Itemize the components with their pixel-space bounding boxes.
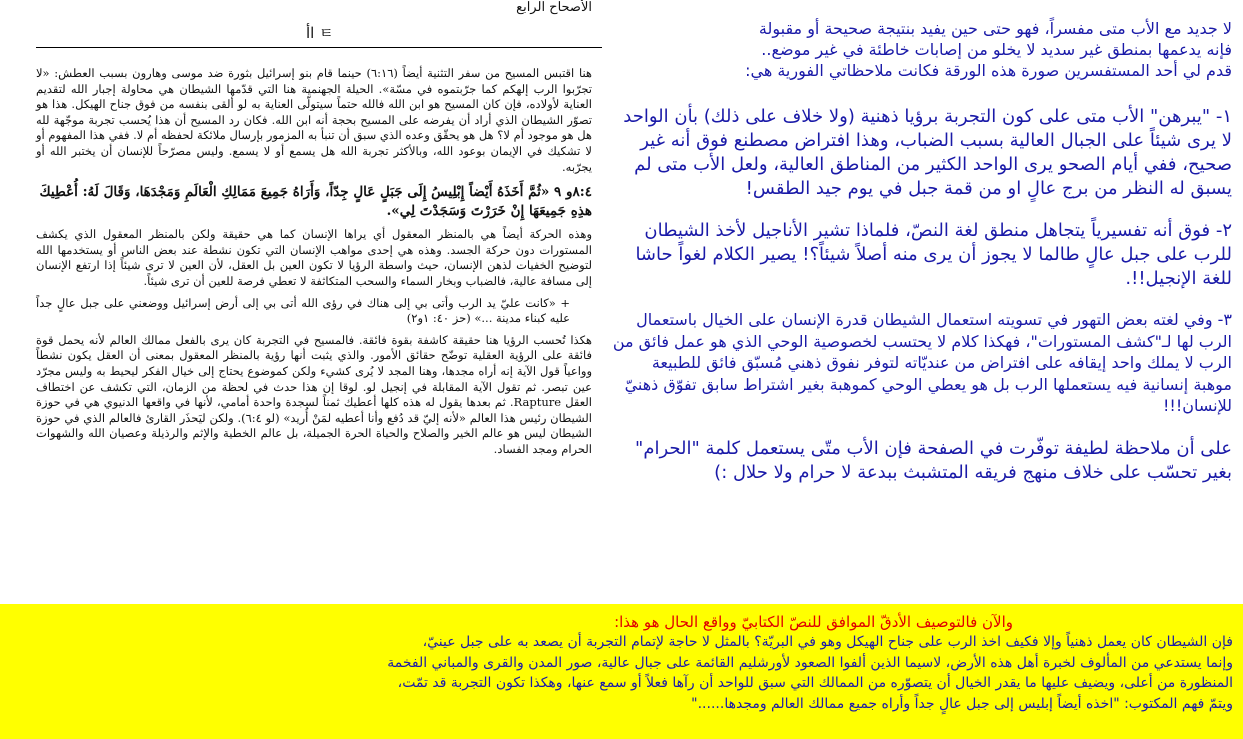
note-point-1: ١- "يبرهن" الأب متى على كون التجربة برؤيا ذهنية (ولا خلاف على ذلك) بأن الواحد لا يرى شيئاً على الجبال العالية بسبب الضباب، وهذا افتراض مصطنع فوق أنه غير صحيح، ففي أيام الصحو يرى الواحد الكثير من المناطق العالية، ولعل الأب متى لم يسبق له النظر من برج عالٍ او من قمة جبل في يوم جيد الطقس!: [623, 106, 1232, 199]
note-point-3: ٣- وفي لغته بعض التهور في تسويته استعمال الشيطان قدرة الإنسان على الخيال باستعمال الرب لها لـ"كشف المستورات"، فهكذا كلام لا يحتسب لخصوصية الوحي الذي هو عمل فائق من الرب لا يملك واحد إيقافه على افتراض من عنديّاته لتوفر نفوق ذهني مُسبّق فائق للطبيعة موهبة إنسانية فيه يستعملها الرب بل هو يعطي الوحي كموهبة بغير اشتراط سابق تفوّق ذهنيّ للإنسان!!!: [612, 310, 1232, 415]
book-paragraph-1: هنا اقتبس المسيح من سفر التثنية أيضاً (٦:١٦) حينما قام بنو إسرائيل بثورة ضد موسى وهارون بسبب العطش: «لا تجرّبوا الرب إلهكم كما جرّبتموه في مسّة». الحيلة الجهنمية هنا التي قدّمها الشيطان هي محاولة إجبار الله لتقديم العناية لأولاده، فإن كان المسيح هو ابن الله فالله حتماً سيتولّى العناية به لو ألقى بنفسه من فوق جناح الهيكل. هذا هو تصوّر الشيطان الذي أراد أن يفرضه على المسيح بحجة أنه ابن الله. فكان رد المسيح أن هذا يُحسب تجربة موجّهة لله هل هو موجود أم لا؟ هل هو يحقّق وعده الذي سبق أن تنبأ به المزمور بإرسال ملائكة لحفظه أم لا. ففي هذا المفهوم أو لا تشكيك في الإيمان بوعود الله، وبالأكثر تجربة الله هل يسمع أو لا يسمع. وليس مصرّحاً للإنسان أن يختبر الله أو يجرّبه.: [36, 66, 592, 174]
note-point-2: ٢- فوق أنه تفسيرياً يتجاهل منطق لغة النصّ، فلماذا تشير الأناجيل لأخذ الشيطان للرب على جبل عالٍ طالما لا يجوز أن يرى منه أصلاً شيئاً؟! يصير الكلام لغواً حاشا للغة الإنجيل!!.: [635, 220, 1232, 289]
conclusion-heading: والآن فالتوصيف الأدقّ الموافق للنصّ الكتابيّ وواقع الحال هو هذا:: [614, 613, 1013, 631]
book-paragraph-3: هكذا تُحسب الرؤيا هنا حقيقة كاشفة بقوة فائقة. فالمسيح في التجربة كان يرى بالفعل ممالك العالم لأنه يحمل قوة فائقة على الرؤية العقلية توضّح حقائق الأمور. والذي يثبت أنها رؤية بالمنظر المعقول بمعنى أن العقل يكون نشطاً وواعياً قول الآية إنه أراه مجدها، وهنا المجد لا يُرى كشيء ولكن كموضوع يحتاج إلى خيال الفكر ليحيط به وليس مجرّد عين تبصر. ثم تقول الآية المقابلة في إنجيل لو. لوقا إن هذا حدث في لحظة من الزمان، التي تكشف عن اختطاف العقل Rapture. ثم بعدها يقول له هذه كلها أعطيك ثمناً لسجدة واحدة أمامي، لأنها في واقعها الدنيوي هي في حوزة الشيطان رئيس هذا العالم «لأنه إليّ قد دُفع وأنا أعطيه لمَنْ أُريد» (لو ٦:٤). ولكن ليَحذَر القارئ فالعالم الذي في حوزة الشيطان ليس هو عالم الخير والصلاح والحياة الحرة الجميلة، بل عالم الخطية والإثم والرذيلة وعصيان الله والشهوات الحرام ومجد الفساد.: [36, 332, 592, 456]
page-title: ㅌ اأ: [306, 24, 334, 42]
book-text: [36, 66, 592, 463]
scanned-book-page: [36, 0, 602, 600]
chapter-header: الأصحاح الرابع: [516, 0, 592, 15]
book-quote: + «كانت عليّ يد الرب وأتى بي إلى هناك في رؤى الله أتى بي إلى أرض إسرائيل ووضعني على جبل عالٍ جداً عليه كبناء مدينة ...» (حز ٤٠: ١و٢): [36, 295, 570, 326]
conclusion-line: وإنما يستدعي من المألوف لخبرة أهل هذه الأرض، لاسيما الذين ألفوا الصعود لأورشليم القائمة على جبال عالية، صور المدن والقرى والمباني الفخمة: [387, 654, 1233, 671]
conclusion-line: فإن الشيطان كان يعمل ذهنياً وإلا فكيف اخذ الرب على جناح الهيكل وهو في البريّة؟ بالمثل لا حاجة لإتمام التجربة أن يصعد به على جبل عينيّ،: [422, 634, 1233, 650]
conclusion-line: المنظورة من أعلى، ويضيف عليها ما يقدر الخيال أن يتصوّره من الممالك التي سبق للواحد أن رآها فعلاً أو سمع عنها، وهكذا تكون التجربة قد تمّت،: [397, 675, 1233, 691]
intro-line: لا جديد مع الأب متى مفسراً، فهو حتى حين يفيد بنتيجة صحيحة أو مقبولة: [758, 19, 1232, 38]
conclusion-banner: [0, 604, 1243, 739]
header-divider: [36, 47, 602, 48]
book-paragraph-2: وهذه الحركة أيضاً هي بالمنظر المعقول أي يراها الإنسان كما هي حقيقة ولكن بالمنظر المعقول الذي يكشف المستورات دون حركة الجسد. وهذه هي إحدى مواهب الإنسان التي تكون نشطة عند بعض الناس أو يستخدمها الله لتوضيح الخفيات لذهن الإنسان، حيث واسطة الرؤيا لا تكون العين بل العقل، لأن العين لا ترى شيئاً إذا ارتفع الإنسان إلى مسافة عالية، فالضباب وبخار السماء والسحب المتكاثفة لا تعطي فرصة للعين أن ترى شيئاً.: [36, 227, 592, 288]
intro-line: قدم لي أحد المستفسرين صورة هذه الورقة فكانت ملاحظاتي الفورية هي:: [745, 61, 1232, 80]
bible-verse: ٨:٤و ٩ «ثُمَّ أَخَذَهُ أَيْضاً إِبْلِيسُ إِلَى جَبَلٍ عَالٍ جِدّاً، وَأَرَاهُ جَمِيعَ مَمَالِكِ الْعَالَمِ وَمَجْدَهَا، وَقَالَ لَهُ: أُعْطِيكَ هذِهِ جَمِيعَهَا إِنْ خَرَرْتَ وَسَجَدْتَ لِي».: [39, 184, 592, 220]
intro-line: فإنه يدعمها بمنطق غير سديد لا يخلو من إصابات خاطئة في غير موضع..: [761, 40, 1232, 59]
conclusion-line: ويتمّ فهم المكتوب: "اخذه أيضاً إبليس إلى جبل عالٍ جداً وأراه جميع ممالك العالم ومجدها......": [691, 695, 1233, 712]
commentary-notes: [612, 18, 1232, 503]
notes-intro: [612, 18, 1232, 81]
closing-note: على أن ملاحظة لطيفة توفّرت في الصفحة فإن الأب متّى يستعمل كلمة "الحرام" بغير تحسّب على خلاف منهج فريقه المتشبث ببدعة لا حرام ولا حلال :): [635, 437, 1232, 483]
